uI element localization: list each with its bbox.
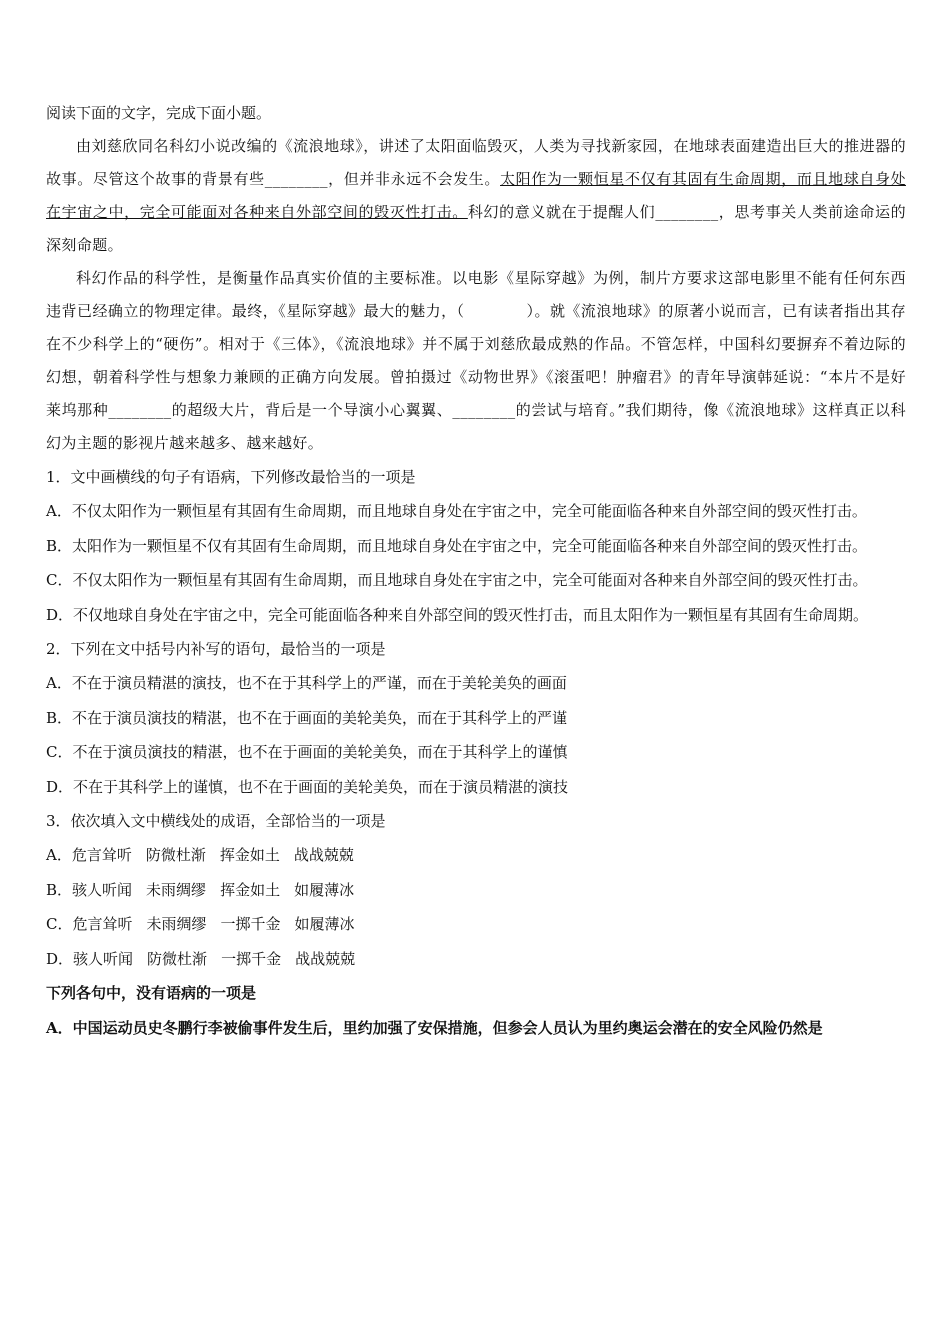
idiom: 危言耸听 [71, 846, 132, 865]
question-1-option-d: D．不仅地球自身处在宇宙之中，完全可能面临各种来自外部空间的毁灭性打击，而且太阳作为一颗恒星有其固有生命周期。 [46, 605, 869, 624]
passage-text: 的超级大片，背后是一个导演小心翼翼、 [171, 401, 453, 419]
question-2-option-b: B．不在于演员演技的精湛，也不在于画面的美轮美奂，而在于其科学上的严谨 [46, 708, 568, 727]
option-letter: A． [46, 846, 72, 865]
fill-blank-4: ________ [452, 401, 516, 419]
question-3-option-d [46, 942, 906, 976]
question-1-option-b: B．太阳作为一颗恒星不仅有其固有生命周期，而且地球自身处在宇宙之中，完全可能面临各种来自外部空间的毁灭性打击。 [46, 536, 868, 555]
question-3-option-b [46, 873, 906, 907]
passage-text: 的尝试与培育。”我们期待，像《流浪地球》这样真正以科幻为主题的影视片越来越多、越来越好。 [46, 401, 907, 452]
idiom: 骇人听闻 [72, 880, 133, 899]
question-3-stem: 3．依次填入文中横线处的成语，全部恰当的一项是 [46, 812, 386, 831]
fill-blank-2: ________ [655, 203, 719, 221]
option-letter: B． [46, 880, 73, 899]
idiom: 如履薄冰 [294, 880, 355, 899]
idiom: 危言耸听 [72, 915, 133, 934]
idiom: 一掷千金 [220, 915, 281, 934]
question-2-option-c: C．不在于演员演技的精湛，也不在于画面的美轮美奂，而在于其科学上的谨慎 [46, 743, 568, 762]
passage-text: 由刘慈欣同名科幻小说改编的《流浪地球》，讲述了太阳面临毁灭，人类为寻找新家园，在地球表面建造出巨大的推进器的故事。尽管这个故事的背景有些 [46, 137, 906, 188]
question-1-option-c: C．不仅太阳作为一颗恒星有其固有生命周期，而且地球自身处在宇宙之中，完全可能面对各种来自外部空间的毁灭性打击。 [46, 571, 868, 590]
passage-paragraph-2 [46, 262, 906, 460]
question-4-stem: 下列各句中，没有语病的一项是 [46, 984, 257, 1003]
question-2-option-a: A．不在于演员精湛的演技，也不在于其科学上的严谨，而在于美轮美奂的画面 [46, 674, 567, 693]
option-letter: C． [46, 915, 73, 934]
idiom: 防微杜渐 [147, 949, 208, 968]
idiom: 战战兢兢 [293, 846, 354, 865]
idiom: 防微杜渐 [145, 846, 206, 865]
idiom: 未雨绸缪 [146, 880, 207, 899]
idiom: 骇人听闻 [73, 949, 134, 968]
question-4-option-a: A．中国运动员史冬鹏行李被偷事件发生后，里约加强了安保措施，但参会人员认为里约奥运会潜在的安全风险仍然是 [46, 1018, 823, 1037]
paren-blank [465, 302, 527, 320]
question-2-option-d: D．不在于其科学上的谨慎，也不在于画面的美轮美奂，而在于演员精湛的演技 [46, 777, 569, 796]
fill-blank-1: ________ [264, 170, 328, 188]
passage-text: 科幻的意义就在于提醒人们 [467, 203, 656, 221]
idiom: 战战兢兢 [295, 949, 356, 968]
question-1-stem: 1．文中画横线的句子有语病，下列修改最恰当的一项是 [46, 468, 416, 486]
idiom: 如履薄冰 [294, 915, 355, 934]
idiom: 一掷千金 [221, 949, 282, 968]
idiom: 未雨绸缪 [146, 915, 207, 934]
idiom: 挥金如土 [220, 880, 281, 899]
reading-instruction: 阅读下面的文字，完成下面小题。 [46, 104, 272, 122]
underlined-sentence: 太阳作为一颗恒星不仅有其固有生命周期，而且地球自身处在宇宙之中，完全可能面对各种来自外部空间的毁灭性打击。 [46, 170, 906, 221]
passage-text: ，思考事关人类前途命运的深刻命题。 [46, 203, 906, 254]
question-3-option-a [46, 838, 906, 872]
question-2-stem: 2．下列在文中括号内补写的语句，最恰当的一项是 [46, 640, 386, 659]
document-page [46, 96, 906, 1045]
idiom: 挥金如土 [219, 846, 280, 865]
passage-text: ）。就《流浪地球》的原著小说而言，已有读者指出其存在不少科学上的“硬伤”。相对于《三体》，《流浪地球》并不属于刘慈欣最成熟的作品。不管怎样，中国科幻要摒弃不着边际的幻想，朝着科学性与想象力兼顾的正确方向发展。曾拍摄过《动物世界》《滚蛋吧！肿瘤君》的青年导演韩延说：“本片不是好莱坞那种 [46, 302, 906, 419]
question-1-option-a: A．不仅太阳作为一颗恒星有其固有生命周期，而且地球自身处在宇宙之中，完全可能面临各种来自外部空间的毁灭性打击。 [46, 502, 867, 521]
fill-blank-3: ________ [108, 401, 172, 419]
question-3-option-c [46, 907, 906, 941]
passage-paragraph-1 [46, 130, 906, 262]
option-letter: D． [46, 949, 74, 968]
passage-text: 科幻作品的科学性，是衡量作品真实价值的主要标准。以电影《星际穿越》为例，制片方要求这部电影里不能有任何东西违背已经确立的物理定律。最终，《星际穿越》最大的魅力，（ [46, 269, 906, 320]
passage-text: ，但并非永远不会发生。 [327, 170, 501, 188]
